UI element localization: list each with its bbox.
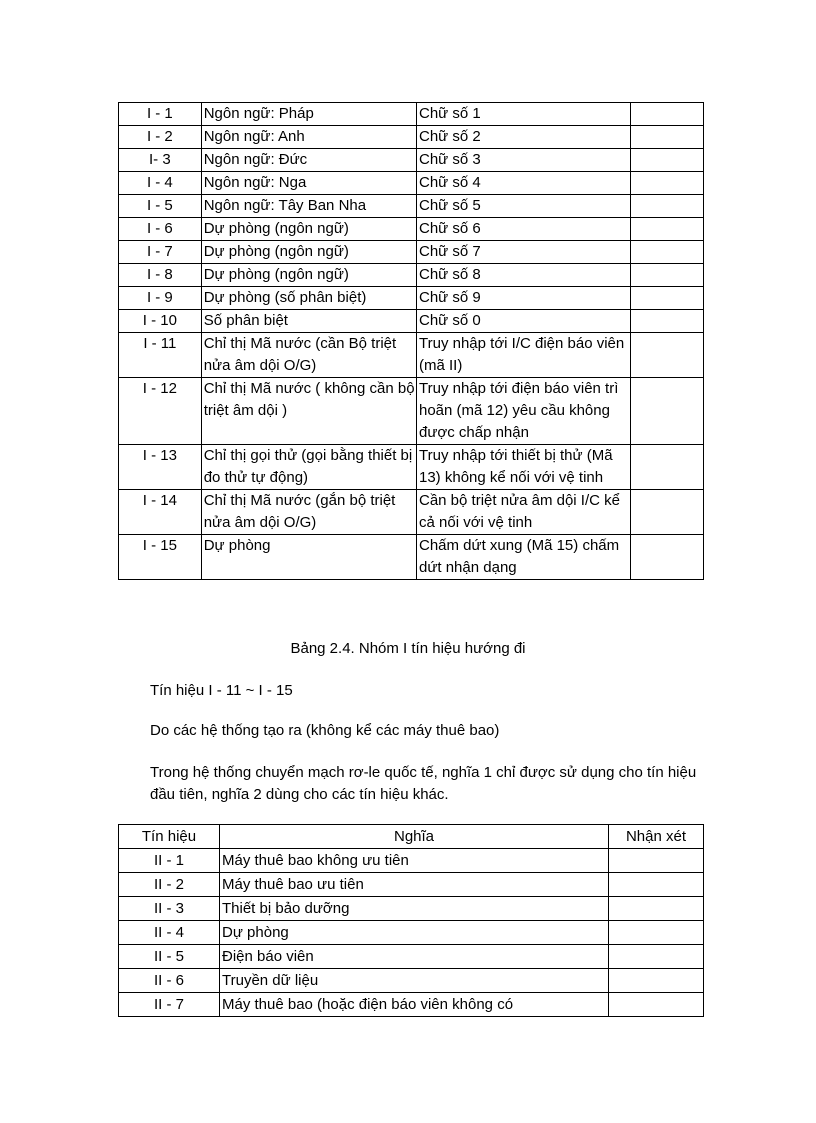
note-cell <box>631 333 704 378</box>
signal-code-cell: I - 11 <box>119 333 202 378</box>
meaning-cell: Ngôn ngữ: Đức <box>201 149 416 172</box>
note-cell <box>631 287 704 310</box>
table-row <box>119 993 704 1017</box>
meaning-2-cell: Chữ số 3 <box>417 149 631 172</box>
table-row <box>119 897 704 921</box>
signal-code-cell: II - 6 <box>119 969 220 993</box>
note-cell <box>631 490 704 535</box>
header-signal: Tín hiệu <box>119 825 220 849</box>
meaning-cell: Dự phòng (ngôn ngữ) <box>201 241 416 264</box>
meaning-2-cell: Chữ số 9 <box>417 287 631 310</box>
remark-cell <box>609 969 704 993</box>
meaning-cell: Chỉ thị Mã nước (gắn bộ triệt nửa âm dội O/G) <box>201 490 416 535</box>
table-row <box>119 969 704 993</box>
meaning-cell: Dự phòng <box>220 921 609 945</box>
meaning-cell: Máy thuê bao không ưu tiên <box>220 849 609 873</box>
meaning-2-cell: Cần bộ triệt nửa âm dội I/C kể cả nối với vệ tinh <box>417 490 631 535</box>
signal-code-cell: I - 14 <box>119 490 202 535</box>
signal-code-cell: II - 4 <box>119 921 220 945</box>
table-row <box>119 535 704 580</box>
remark-cell <box>609 945 704 969</box>
table-row <box>119 149 704 172</box>
meaning-2-cell: Truy nhập tới điện báo viên trì hoãn (mã 12) yêu cầu không được chấp nhận <box>417 378 631 445</box>
signal-code-cell: II - 3 <box>119 897 220 921</box>
table-row <box>119 378 704 445</box>
note-cell <box>631 218 704 241</box>
signal-table-group-ii <box>118 824 704 1017</box>
meaning-cell: Thiết bị bảo dưỡng <box>220 897 609 921</box>
signal-code-cell: I - 7 <box>119 241 202 264</box>
table-row <box>119 195 704 218</box>
note-cell <box>631 195 704 218</box>
note-cell <box>631 172 704 195</box>
meaning-cell: Điện báo viên <box>220 945 609 969</box>
signal-code-cell: I - 2 <box>119 126 202 149</box>
signal-code-cell: I - 10 <box>119 310 202 333</box>
meaning-cell: Máy thuê bao (hoặc điện báo viên không có <box>220 993 609 1017</box>
meaning-cell: Ngôn ngữ: Tây Ban Nha <box>201 195 416 218</box>
note-cell <box>631 535 704 580</box>
signal-code-cell: I - 9 <box>119 287 202 310</box>
signal-code-cell: I - 6 <box>119 218 202 241</box>
meaning-2-cell: Truy nhập tới I/C điện báo viên (mã II) <box>417 333 631 378</box>
meaning-2-cell: Chữ số 8 <box>417 264 631 287</box>
table-row <box>119 333 704 378</box>
signal-code-cell: I - 12 <box>119 378 202 445</box>
meaning-2-cell: Chữ số 5 <box>417 195 631 218</box>
note-cell <box>631 378 704 445</box>
note-cell <box>631 126 704 149</box>
meaning-cell: Ngôn ngữ: Anh <box>201 126 416 149</box>
meaning-2-cell: Chữ số 4 <box>417 172 631 195</box>
signal-code-cell: I - 15 <box>119 535 202 580</box>
meaning-cell: Ngôn ngữ: Nga <box>201 172 416 195</box>
table-row <box>119 241 704 264</box>
meaning-cell: Chỉ thị gọi thử (gọi bằng thiết bị đo thử tự động) <box>201 445 416 490</box>
meaning-cell: Truyền dữ liệu <box>220 969 609 993</box>
signal-code-cell: I - 5 <box>119 195 202 218</box>
table-row <box>119 310 704 333</box>
header-meaning: Nghĩa <box>220 825 609 849</box>
signal-code-cell: I - 8 <box>119 264 202 287</box>
table-row <box>119 849 704 873</box>
table-row <box>119 218 704 241</box>
table-caption: Bảng 2.4. Nhóm I tín hiệu hướng đi <box>290 640 526 657</box>
meaning-2-cell: Chữ số 0 <box>417 310 631 333</box>
table-row <box>119 445 704 490</box>
remark-cell <box>609 897 704 921</box>
signal-code-cell: II - 5 <box>119 945 220 969</box>
signal-code-cell: I - 4 <box>119 172 202 195</box>
note-cell <box>631 445 704 490</box>
meaning-cell: Dự phòng <box>201 535 416 580</box>
remark-cell <box>609 873 704 897</box>
signal-table-group-i-body <box>119 103 704 580</box>
table-row <box>119 873 704 897</box>
meaning-2-cell: Chữ số 7 <box>417 241 631 264</box>
signal-code-cell: II - 1 <box>119 849 220 873</box>
signal-code-cell: II - 7 <box>119 993 220 1017</box>
table-row <box>119 264 704 287</box>
meaning-cell: Số phân biệt <box>201 310 416 333</box>
meaning-cell: Ngôn ngữ: Pháp <box>201 103 416 126</box>
table-row <box>119 103 704 126</box>
remark-cell <box>609 849 704 873</box>
table-header-row <box>119 825 704 849</box>
signal-code-cell: I - 1 <box>119 103 202 126</box>
table-row <box>119 172 704 195</box>
remark-cell <box>609 921 704 945</box>
signal-table-group-ii-body <box>119 849 704 1017</box>
table-row <box>119 490 704 535</box>
meaning-cell: Chỉ thị Mã nước ( không cần bộ triệt âm dội ) <box>201 378 416 445</box>
signal-code-cell: I - 13 <box>119 445 202 490</box>
meaning-2-cell: Chữ số 2 <box>417 126 631 149</box>
note-cell <box>631 310 704 333</box>
meaning-cell: Dự phòng (ngôn ngữ) <box>201 264 416 287</box>
note-cell <box>631 264 704 287</box>
paragraph-system-generated: Do các hệ thống tạo ra (không kể các máy thuê bao) <box>150 722 500 739</box>
table-row <box>119 921 704 945</box>
meaning-cell: Dự phòng (ngôn ngữ) <box>201 218 416 241</box>
meaning-2-cell: Chấm dứt xung (Mã 15) chấm dứt nhận dạng <box>417 535 631 580</box>
table-row <box>119 126 704 149</box>
signal-code-cell: I- 3 <box>119 149 202 172</box>
note-cell <box>631 103 704 126</box>
meaning-2-cell: Chữ số 6 <box>417 218 631 241</box>
table-row <box>119 945 704 969</box>
paragraph-usage-note: Trong hệ thống chuyển mạch rơ-le quốc tế, nghĩa 1 chỉ được sử dụng cho tín hiệu đầu tiên, nghĩa 2 dùng cho các tín hiệu khác. <box>150 764 697 803</box>
note-cell <box>631 241 704 264</box>
meaning-2-cell: Chữ số 1 <box>417 103 631 126</box>
meaning-2-cell: Truy nhập tới thiết bị thử (Mã 13) không kể nối với vệ tinh <box>417 445 631 490</box>
table-row <box>119 287 704 310</box>
signal-code-cell: II - 2 <box>119 873 220 897</box>
meaning-cell: Dự phòng (số phân biệt) <box>201 287 416 310</box>
meaning-cell: Chỉ thị Mã nước (cần Bộ triệt nửa âm dội O/G) <box>201 333 416 378</box>
meaning-cell: Máy thuê bao ưu tiên <box>220 873 609 897</box>
paragraph-signal-range: Tín hiệu I - 11 ~ I - 15 <box>150 682 293 699</box>
signal-table-group-i <box>118 102 704 580</box>
header-remark: Nhận xét <box>609 825 704 849</box>
note-cell <box>631 149 704 172</box>
remark-cell <box>609 993 704 1017</box>
